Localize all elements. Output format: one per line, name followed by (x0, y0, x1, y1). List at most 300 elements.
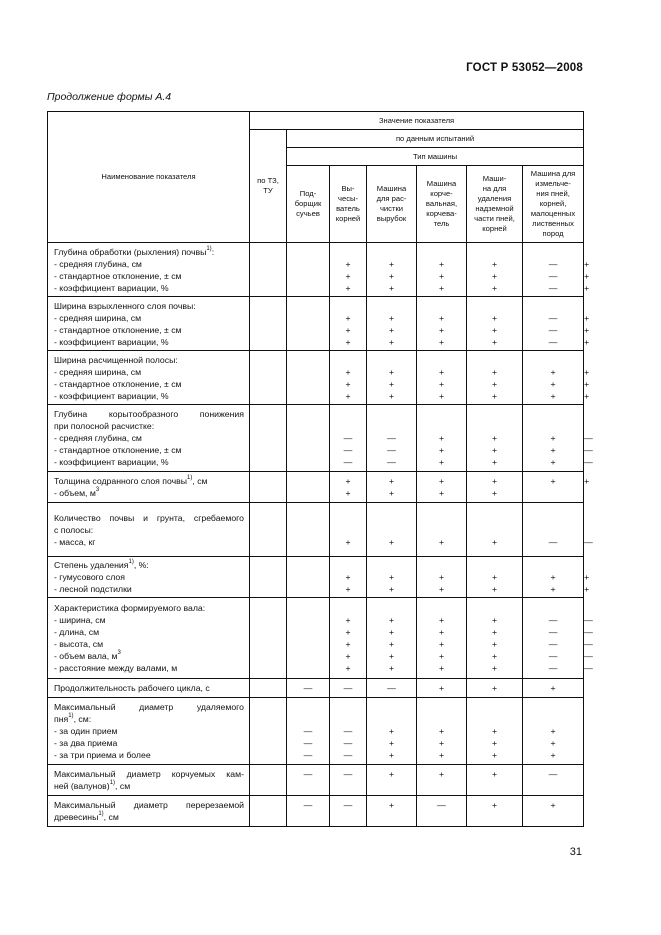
spec-line: ТУ (263, 186, 273, 195)
value-cell (330, 503, 367, 557)
machine-header-line: чистки (379, 204, 404, 213)
value-mark: + (388, 336, 395, 347)
indicator-line (54, 780, 244, 792)
value-mark (367, 602, 416, 614)
value-mark (467, 300, 522, 312)
indicator-line (54, 444, 244, 456)
indicator-name (48, 405, 250, 472)
footnote-mark: 1) (187, 475, 193, 482)
value-cell (417, 472, 467, 503)
value-mark (417, 780, 466, 792)
value-mark (367, 780, 416, 792)
value-mark (417, 354, 466, 366)
value-mark: + (388, 615, 395, 625)
value-cell (367, 796, 417, 827)
value-mark: + (388, 390, 395, 401)
indicator-text: - лесной подстилки (54, 584, 132, 594)
value-mark: + (550, 476, 556, 486)
indicator-text: Ширина взрыхленного слоя почвы: (54, 300, 196, 311)
indicator-line (54, 614, 244, 626)
page-number: 31 (569, 846, 582, 858)
value-mark: — (343, 457, 353, 467)
value-cell (523, 472, 584, 503)
value-mark (330, 713, 366, 725)
value-mark: + (388, 488, 395, 498)
value-cell (467, 698, 523, 765)
value-mark: — (387, 445, 396, 455)
value-mark: + (345, 282, 351, 293)
value-mark: + (438, 627, 445, 637)
indicator-text: - средняя глубина, см (54, 433, 142, 443)
value-mark (467, 420, 522, 432)
indicator-line (54, 749, 244, 761)
footnote-mark: 1) (68, 713, 74, 720)
value-mark (467, 512, 522, 524)
value-cell (287, 698, 330, 765)
value-mark: — (548, 336, 558, 347)
indicator-text: древесины (54, 812, 99, 822)
value-mark: + (438, 615, 445, 625)
spec-cell (250, 405, 287, 472)
value-mark (417, 246, 466, 258)
value-mark (287, 336, 329, 348)
indicator-text: Толщина содранного слоя почвы (54, 476, 188, 486)
table-row (48, 698, 584, 765)
value-mark: + (438, 282, 445, 293)
value-mark: + (491, 390, 498, 401)
table-row (48, 796, 584, 827)
value-mark (467, 524, 522, 536)
table-row: Характеристика формируемого вала: - ширина, см - длина, см - высота, см - объем вала, $м^3$ - расстояние между валами, м + + + + + + + + + + + + + + + + + + + + — — — — — — — — — — (48, 598, 584, 679)
value-mark (330, 246, 366, 258)
spec-cell (250, 243, 287, 297)
value-cell (417, 351, 467, 405)
value-cell (330, 351, 367, 405)
value-mark (417, 701, 466, 713)
value-cell (523, 243, 584, 297)
value-cell (467, 351, 523, 405)
column-header-machine (287, 166, 330, 243)
value-mark: — (343, 433, 353, 443)
column-group-value: Значение показателя (250, 112, 584, 130)
indicator-text: пня (54, 714, 69, 724)
value-mark (287, 713, 329, 725)
value-mark (523, 300, 583, 312)
value-mark: + (388, 584, 395, 594)
value-mark: + (345, 476, 351, 486)
value-mark: + (345, 258, 351, 269)
indicator-line (54, 408, 244, 420)
spec-cell (250, 765, 287, 796)
value-cell (287, 405, 330, 472)
indicator-line (54, 559, 244, 571)
machine-header-line: малоценных (530, 209, 576, 218)
value-mark: — (343, 683, 353, 693)
indicator-text: - за один прием (54, 726, 118, 736)
indicator-line (54, 713, 244, 725)
value-mark: + (491, 738, 498, 748)
value-mark (467, 354, 522, 366)
machine-header-line: вальная, (425, 199, 458, 208)
table-row: Количество почвы и грунта, сгребаемого с полосы: - масса, кг + + + + — — (48, 503, 584, 557)
indicator-line (54, 638, 244, 650)
value-mark: + (491, 312, 498, 323)
indicator-line (54, 536, 244, 548)
indicator-text: - стандартное отклонение, ± см (54, 445, 182, 455)
indicator-name (48, 557, 250, 598)
value-cell (467, 472, 523, 503)
machine-header-line: части пней, (474, 214, 515, 223)
indicator-line (54, 737, 244, 749)
value-mark (287, 780, 329, 792)
value-mark (523, 559, 583, 571)
value-cell (523, 598, 584, 679)
indicator-text: Количество почвы и грунта, сгребаемого (54, 512, 244, 523)
value-mark (287, 638, 329, 650)
value-mark (367, 408, 416, 420)
value-cell (523, 679, 584, 698)
indicator-text: Глубина корытообразного понижения (54, 409, 244, 419)
machine-header-line: Вы- (341, 184, 355, 193)
value-mark: — (548, 639, 558, 649)
value-mark: + (388, 639, 395, 649)
indicator-text-tail: : (211, 246, 215, 257)
value-cell (330, 698, 367, 765)
value-mark: + (491, 433, 498, 443)
value-cell (330, 598, 367, 679)
indicator-text: - коэффициент вариации, % (54, 336, 169, 347)
value-mark: + (550, 738, 556, 748)
value-cell (287, 765, 330, 796)
value-cell (330, 796, 367, 827)
footnote-mark: 3 (117, 650, 121, 657)
indicator-line (54, 512, 244, 524)
indicator-text: Степень удаления (54, 560, 129, 570)
value-mark (467, 713, 522, 725)
footnote-mark: 1) (109, 780, 116, 787)
value-cell (523, 503, 584, 557)
machine-header-line: ния пней, (536, 189, 570, 198)
table-row: Толщина содранного слоя почвы$^{1)}$, см - объем, $м^3$ + + + + + + + + + + (48, 472, 584, 503)
value-mark: + (438, 663, 445, 673)
column-header-spec (250, 130, 287, 243)
machine-header-line: удаления (477, 194, 512, 203)
value-mark (523, 408, 583, 420)
value-mark: + (491, 445, 498, 455)
value-mark (367, 420, 416, 432)
indicator-text-tail: , см (115, 781, 131, 791)
value-mark (287, 536, 329, 548)
value-mark: + (491, 457, 498, 467)
indicator-line (54, 282, 244, 294)
indicator-line (54, 626, 244, 638)
spec-line: по ТЗ, (257, 176, 279, 185)
value-mark (523, 487, 583, 499)
value-mark: + (491, 572, 498, 582)
value-cell (417, 503, 467, 557)
value-mark: + (438, 738, 445, 748)
value-mark: — (548, 536, 558, 547)
value-mark: + (345, 336, 351, 347)
value-mark: — (303, 750, 313, 760)
value-mark: — (548, 282, 558, 293)
value-mark (523, 354, 583, 366)
value-mark: — (437, 800, 446, 810)
value-mark: + (438, 488, 445, 498)
value-mark: + (345, 572, 351, 582)
spec-cell (250, 503, 287, 557)
value-cell (523, 557, 584, 598)
value-cell (523, 405, 584, 472)
value-mark: + (491, 584, 498, 594)
value-mark: + (491, 270, 498, 281)
value-cell (330, 243, 367, 297)
value-mark (287, 650, 329, 662)
indicator-line (54, 378, 244, 390)
indicator-name (48, 503, 250, 557)
value-mark: — (548, 324, 558, 335)
indicator-line (54, 336, 244, 348)
standard-number: ГОСТ Р 53052—2008 (466, 62, 583, 74)
value-mark: + (491, 683, 498, 693)
indicator-text: - коэффициент вариации, % (54, 390, 169, 401)
value-mark (287, 559, 329, 571)
indicator-line (54, 354, 244, 366)
value-mark: + (438, 572, 445, 582)
indicator-text-tail: , см (192, 476, 208, 486)
indicator-text: - объем вала, м (54, 651, 118, 661)
value-mark (287, 270, 329, 282)
value-mark: + (491, 750, 498, 760)
value-mark (417, 713, 466, 725)
value-mark: — (387, 433, 396, 443)
value-cell (467, 796, 523, 827)
value-mark: + (438, 312, 445, 323)
machine-header-line: Под- (299, 189, 317, 198)
value-mark (467, 811, 522, 823)
indicator-line (54, 583, 244, 595)
value-mark (330, 780, 366, 792)
indicator-line (54, 701, 244, 713)
footnote-mark: 1) (206, 245, 212, 252)
value-mark: + (438, 366, 445, 377)
indicator-text: - средняя ширина, см (54, 312, 142, 323)
machine-header-line: чесы- (338, 194, 358, 203)
value-mark (523, 420, 583, 432)
value-mark: + (491, 800, 498, 810)
value-mark: — (343, 445, 353, 455)
indicator-name (48, 243, 250, 297)
value-mark (523, 602, 583, 614)
value-mark: — (548, 627, 558, 637)
value-mark: — (343, 726, 353, 736)
spec-cell (250, 351, 287, 405)
machine-header-line: Маши- (482, 174, 507, 183)
indicator-line (54, 324, 244, 336)
value-mark (287, 701, 329, 713)
value-mark (467, 559, 522, 571)
value-mark (330, 408, 366, 420)
value-mark: — (303, 738, 313, 748)
column-header-name: Наименование показателя (48, 112, 250, 243)
indicator-text: - объем, м (54, 488, 96, 498)
indicators-table (47, 111, 593, 827)
value-mark (287, 444, 329, 456)
value-mark: + (550, 378, 556, 389)
table-row (48, 765, 584, 796)
indicator-text: Ширина расчищенной полосы: (54, 354, 178, 365)
column-header-machine (417, 166, 467, 243)
value-mark: + (438, 651, 445, 661)
value-mark: + (345, 324, 351, 335)
indicator-line (54, 270, 244, 282)
machine-header-line: тель (433, 219, 450, 228)
value-mark: — (343, 769, 353, 779)
table-row: Глубина обработки (рыхления) почвы$^{1)}$: - средняя глубина, см - стандартное отклонение, ± см - коэффициент вариации, % + + + + + + + + + + + + — — — + + + (48, 243, 584, 297)
value-mark: + (388, 627, 395, 637)
value-mark: + (345, 378, 351, 389)
value-mark (367, 524, 416, 536)
value-mark: — (343, 800, 353, 810)
indicator-text: Продолжительность рабочего цикла, с (54, 683, 210, 693)
value-mark (367, 512, 416, 524)
value-mark (287, 282, 329, 294)
value-mark (523, 811, 583, 823)
table-row: Степень удаления$^{1)}$, %: - гумусового слоя - лесной подстилки + + + + + + + + + + + + (48, 557, 584, 598)
value-cell (417, 796, 467, 827)
value-cell (287, 557, 330, 598)
value-cell (417, 765, 467, 796)
value-cell (467, 503, 523, 557)
value-mark (523, 524, 583, 536)
machine-header-line: корче- (430, 189, 453, 198)
spec-cell (250, 796, 287, 827)
indicator-name (48, 351, 250, 405)
footnote-mark: 1) (98, 811, 104, 818)
value-mark: — (343, 738, 353, 748)
value-mark: + (438, 476, 445, 486)
value-mark (330, 602, 366, 614)
value-cell (287, 503, 330, 557)
value-mark (417, 559, 466, 571)
value-mark (367, 354, 416, 366)
value-mark (523, 701, 583, 713)
indicator-text: - коэффициент вариации, % (54, 457, 169, 467)
value-mark (330, 524, 366, 536)
indicator-line (54, 300, 244, 312)
value-mark: + (438, 726, 445, 736)
value-mark (367, 811, 416, 823)
indicator-line (54, 366, 244, 378)
machine-header-line: сучьев (296, 209, 320, 218)
value-mark: + (438, 324, 445, 335)
value-mark (330, 559, 366, 571)
machine-header-line: корчева- (426, 209, 457, 218)
value-cell (287, 598, 330, 679)
value-mark (287, 258, 329, 270)
value-mark: + (550, 726, 556, 736)
indicator-name (48, 679, 250, 698)
value-mark (287, 432, 329, 444)
spec-cell (250, 698, 287, 765)
column-group-machine-type: Тип машины (287, 148, 584, 166)
value-mark: — (343, 750, 353, 760)
value-mark: + (438, 270, 445, 281)
indicator-name (48, 297, 250, 351)
indicator-line (54, 662, 244, 674)
value-cell (330, 557, 367, 598)
value-cell (330, 405, 367, 472)
machine-header-line: для рас- (376, 194, 407, 203)
indicator-line (54, 725, 244, 737)
indicator-text: Максимальный диаметр перерезаемой (54, 800, 244, 810)
value-cell (467, 243, 523, 297)
indicator-line (54, 246, 244, 258)
value-mark: + (345, 615, 351, 625)
value-mark (467, 701, 522, 713)
indicator-text: - за два приема (54, 738, 118, 748)
value-cell (367, 765, 417, 796)
indicator-text-tail: , см: (73, 714, 92, 724)
value-mark: + (550, 683, 556, 693)
value-mark: + (345, 488, 351, 498)
spec-cell (250, 472, 287, 503)
value-cell (417, 698, 467, 765)
indicator-line (54, 456, 244, 468)
table-row: Ширина взрыхленного слоя почвы: - средняя ширина, см - стандартное отклонение, ± см - коэффициент вариации, % + + + + + + + + + + + + — — — + + + (48, 297, 584, 351)
value-mark (417, 420, 466, 432)
value-cell (330, 472, 367, 503)
indicator-line (54, 571, 244, 583)
value-mark (417, 524, 466, 536)
value-mark: + (438, 584, 445, 594)
column-header-machine (367, 166, 417, 243)
value-mark: + (388, 572, 395, 582)
machine-header-line: лиственных (532, 219, 574, 228)
value-cell (367, 598, 417, 679)
value-cell (287, 796, 330, 827)
indicator-text: при полосной расчистке: (54, 421, 155, 431)
value-mark: — (548, 615, 558, 625)
indicator-line (54, 432, 244, 444)
value-mark (287, 626, 329, 638)
value-mark (287, 312, 329, 324)
value-cell (467, 598, 523, 679)
value-cell (417, 679, 467, 698)
value-mark (467, 246, 522, 258)
value-mark (287, 246, 329, 258)
value-mark (287, 420, 329, 432)
value-mark (330, 701, 366, 713)
value-mark: + (388, 270, 395, 281)
indicator-line (54, 799, 244, 811)
value-cell (367, 297, 417, 351)
indicator-name (48, 765, 250, 796)
value-mark (287, 524, 329, 536)
machine-header-line: Машина для (530, 169, 576, 178)
value-mark: + (345, 312, 351, 323)
value-mark: + (388, 800, 395, 810)
value-mark: + (345, 639, 351, 649)
value-mark: — (548, 312, 558, 323)
value-mark: + (345, 390, 351, 401)
value-mark: + (491, 769, 498, 779)
value-mark: + (388, 750, 395, 760)
value-mark: + (438, 769, 445, 779)
indicator-line (54, 602, 244, 614)
value-mark: + (491, 639, 498, 649)
value-mark (367, 246, 416, 258)
